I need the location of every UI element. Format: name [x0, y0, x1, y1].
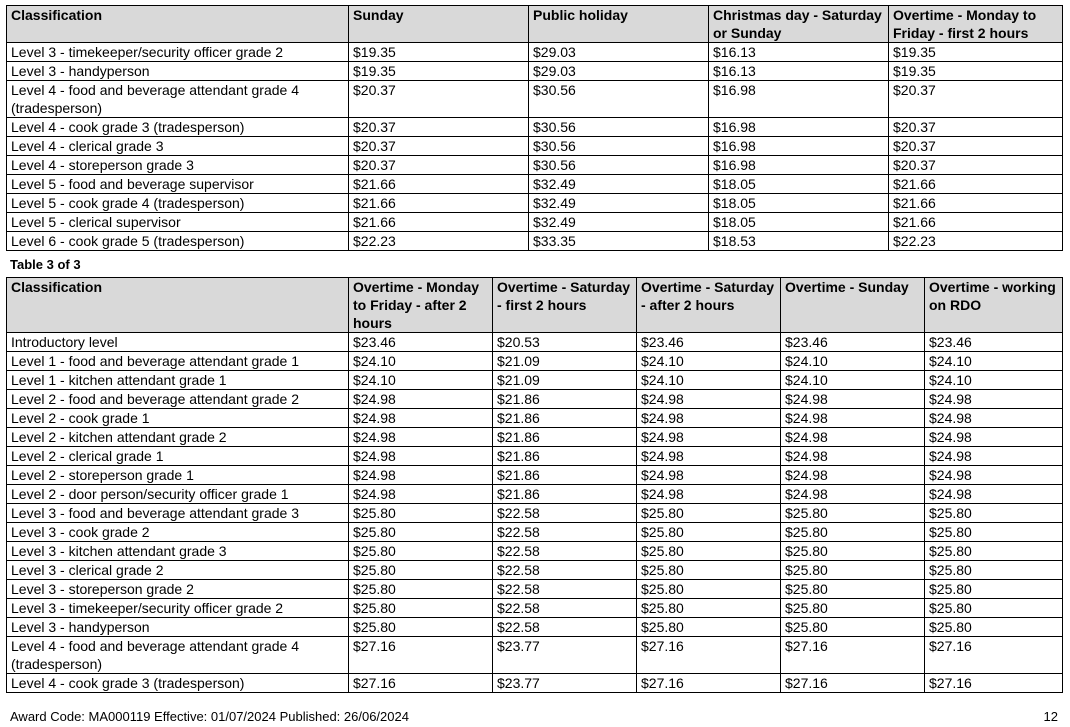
classification-cell: Level 2 - cook grade 1 [7, 409, 349, 428]
classification-cell: Level 6 - cook grade 5 (tradesperson) [7, 232, 349, 251]
rate-cell: $27.16 [637, 637, 781, 674]
classification-cell: Level 5 - cook grade 4 (tradesperson) [7, 194, 349, 213]
classification-cell: Level 3 - food and beverage attendant grade 3 [7, 504, 349, 523]
column-header: Overtime - Saturday - after 2 hours [637, 278, 781, 333]
rate-cell: $25.80 [781, 523, 925, 542]
classification-cell: Level 4 - cook grade 3 (tradesperson) [7, 118, 349, 137]
rate-cell: $21.09 [493, 352, 637, 371]
rate-cell: $19.35 [349, 43, 529, 62]
rate-cell: $30.56 [529, 118, 709, 137]
rate-cell: $27.16 [637, 674, 781, 693]
table-row [7, 504, 1063, 523]
table-row [7, 447, 1063, 466]
rate-cell: $30.56 [529, 156, 709, 175]
classification-cell: Level 4 - food and beverage attendant grade 4 (tradesperson) [7, 637, 349, 674]
rate-cell: $25.80 [781, 504, 925, 523]
rate-cell: $21.09 [493, 371, 637, 390]
table-row [7, 674, 1063, 693]
rate-cell: $21.66 [349, 213, 529, 232]
rate-cell: $16.98 [709, 156, 889, 175]
table-row [7, 466, 1063, 485]
rate-cell: $25.80 [349, 561, 493, 580]
rate-cell: $32.49 [529, 175, 709, 194]
rate-cell: $24.98 [637, 466, 781, 485]
rates-table-2 [6, 5, 1063, 251]
table-row [7, 561, 1063, 580]
rate-cell: $18.53 [709, 232, 889, 251]
rate-cell: $25.80 [637, 599, 781, 618]
rate-cell: $24.98 [781, 409, 925, 428]
rate-cell: $22.58 [493, 599, 637, 618]
rate-cell: $25.80 [349, 599, 493, 618]
rate-cell: $27.16 [781, 637, 925, 674]
rate-cell: $24.98 [781, 485, 925, 504]
rate-cell: $25.80 [925, 542, 1063, 561]
classification-cell: Level 4 - food and beverage attendant grade 4 (tradesperson) [7, 81, 349, 118]
rate-cell: $16.13 [709, 62, 889, 81]
rate-cell: $24.98 [637, 390, 781, 409]
table-row [7, 371, 1063, 390]
rate-cell: $25.80 [925, 580, 1063, 599]
rate-cell: $19.35 [889, 62, 1063, 81]
rate-cell: $24.10 [781, 352, 925, 371]
table-row [7, 118, 1063, 137]
rate-cell: $24.10 [925, 352, 1063, 371]
table-row [7, 43, 1063, 62]
rate-cell: $30.56 [529, 81, 709, 118]
table-row [7, 62, 1063, 81]
rate-cell: $27.16 [349, 674, 493, 693]
rate-cell: $21.86 [493, 409, 637, 428]
rate-cell: $24.98 [349, 390, 493, 409]
table-header-row [7, 6, 1063, 43]
table-row [7, 485, 1063, 504]
page-number: 12 [1043, 709, 1058, 724]
table-row [7, 175, 1063, 194]
rate-cell: $24.98 [925, 428, 1063, 447]
rate-cell: $20.37 [349, 137, 529, 156]
rate-cell: $25.80 [637, 561, 781, 580]
rate-cell: $24.10 [781, 371, 925, 390]
column-header: Overtime - Monday to Friday - first 2 hours [889, 6, 1063, 43]
rate-cell: $23.77 [493, 674, 637, 693]
rate-cell: $21.86 [493, 390, 637, 409]
rate-cell: $27.16 [925, 674, 1063, 693]
classification-cell: Level 1 - kitchen attendant grade 1 [7, 371, 349, 390]
table-row [7, 390, 1063, 409]
rate-cell: $27.16 [349, 637, 493, 674]
table-row [7, 81, 1063, 118]
table-row [7, 580, 1063, 599]
rate-cell: $24.98 [925, 447, 1063, 466]
rate-cell: $25.80 [925, 523, 1063, 542]
rate-cell: $16.13 [709, 43, 889, 62]
rate-cell: $20.37 [889, 81, 1063, 118]
rate-cell: $24.98 [349, 485, 493, 504]
rate-cell: $27.16 [925, 637, 1063, 674]
rate-cell: $24.98 [349, 447, 493, 466]
rate-cell: $22.58 [493, 561, 637, 580]
rate-cell: $24.10 [349, 352, 493, 371]
rate-cell: $24.98 [349, 409, 493, 428]
rate-cell: $24.98 [925, 409, 1063, 428]
rate-cell: $24.98 [925, 390, 1063, 409]
rate-cell: $19.35 [889, 43, 1063, 62]
table-row [7, 428, 1063, 447]
table-row [7, 523, 1063, 542]
rate-cell: $20.37 [889, 118, 1063, 137]
rate-cell: $33.35 [529, 232, 709, 251]
table-row [7, 156, 1063, 175]
table-header-row [7, 278, 1063, 333]
column-header: Overtime - Sunday [781, 278, 925, 333]
rate-cell: $25.80 [925, 561, 1063, 580]
classification-cell: Introductory level [7, 333, 349, 352]
rate-cell: $24.98 [637, 428, 781, 447]
classification-cell: Level 5 - food and beverage supervisor [7, 175, 349, 194]
classification-cell: Level 3 - timekeeper/security officer grade 2 [7, 43, 349, 62]
rate-cell: $25.80 [349, 618, 493, 637]
rate-cell: $20.37 [349, 156, 529, 175]
rate-cell: $22.58 [493, 542, 637, 561]
rate-cell: $24.10 [637, 371, 781, 390]
rate-cell: $24.98 [925, 466, 1063, 485]
rate-cell: $21.66 [889, 175, 1063, 194]
classification-cell: Level 3 - handyperson [7, 618, 349, 637]
rate-cell: $25.80 [781, 580, 925, 599]
classification-cell: Level 5 - clerical supervisor [7, 213, 349, 232]
rate-cell: $24.98 [781, 447, 925, 466]
column-header: Christmas day - Saturday or Sunday [709, 6, 889, 43]
table-row [7, 599, 1063, 618]
rate-cell: $22.58 [493, 523, 637, 542]
rate-cell: $24.98 [781, 466, 925, 485]
rate-cell: $24.10 [637, 352, 781, 371]
rate-cell: $24.98 [349, 466, 493, 485]
rate-cell: $22.23 [349, 232, 529, 251]
rate-cell: $18.05 [709, 213, 889, 232]
classification-cell: Level 2 - food and beverage attendant grade 2 [7, 390, 349, 409]
rate-cell: $23.46 [637, 333, 781, 352]
table-row [7, 232, 1063, 251]
rate-cell: $25.80 [637, 618, 781, 637]
rate-cell: $20.37 [889, 156, 1063, 175]
rate-cell: $24.98 [637, 447, 781, 466]
table-row [7, 409, 1063, 428]
rate-cell: $30.56 [529, 137, 709, 156]
rate-cell: $16.98 [709, 137, 889, 156]
rate-cell: $20.37 [349, 118, 529, 137]
rate-cell: $23.77 [493, 637, 637, 674]
column-header: Public holiday [529, 6, 709, 43]
table-row [7, 352, 1063, 371]
rate-cell: $25.80 [781, 561, 925, 580]
classification-cell: Level 3 - timekeeper/security officer grade 2 [7, 599, 349, 618]
classification-cell: Level 3 - handyperson [7, 62, 349, 81]
rates-table-3 [6, 277, 1063, 693]
rate-cell: $25.80 [637, 542, 781, 561]
classification-cell: Level 2 - clerical grade 1 [7, 447, 349, 466]
classification-cell: Level 3 - storeperson grade 2 [7, 580, 349, 599]
rate-cell: $24.98 [781, 390, 925, 409]
column-header: Sunday [349, 6, 529, 43]
rate-cell: $25.80 [637, 504, 781, 523]
classification-cell: Level 2 - door person/security officer grade 1 [7, 485, 349, 504]
table-row [7, 542, 1063, 561]
rate-cell: $23.46 [349, 333, 493, 352]
rate-cell: $21.66 [889, 194, 1063, 213]
table-row [7, 618, 1063, 637]
rate-cell: $24.10 [349, 371, 493, 390]
rate-cell: $21.86 [493, 428, 637, 447]
rate-cell: $21.86 [493, 466, 637, 485]
rate-cell: $21.66 [349, 194, 529, 213]
rate-cell: $25.80 [925, 504, 1063, 523]
award-code-footer: Award Code: MA000119 Effective: 01/07/2024 Published: 26/06/2024 [10, 709, 409, 724]
rate-cell: $21.66 [349, 175, 529, 194]
rate-cell: $21.86 [493, 447, 637, 466]
rate-cell: $27.16 [781, 674, 925, 693]
table-row [7, 333, 1063, 352]
rate-cell: $19.35 [349, 62, 529, 81]
rate-cell: $25.80 [349, 580, 493, 599]
rate-cell: $29.03 [529, 62, 709, 81]
column-header: Overtime - Saturday - first 2 hours [493, 278, 637, 333]
rate-cell: $22.58 [493, 580, 637, 599]
rate-cell: $24.98 [925, 485, 1063, 504]
column-header: Classification [7, 6, 349, 43]
column-header: Overtime - working on RDO [925, 278, 1063, 333]
classification-cell: Level 4 - storeperson grade 3 [7, 156, 349, 175]
rate-cell: $32.49 [529, 194, 709, 213]
rate-cell: $25.80 [349, 542, 493, 561]
rate-cell: $25.80 [349, 504, 493, 523]
classification-cell: Level 2 - kitchen attendant grade 2 [7, 428, 349, 447]
rate-cell: $21.86 [493, 485, 637, 504]
classification-cell: Level 3 - cook grade 2 [7, 523, 349, 542]
rate-cell: $24.98 [637, 409, 781, 428]
classification-cell: Level 4 - cook grade 3 (tradesperson) [7, 674, 349, 693]
rate-cell: $20.37 [889, 137, 1063, 156]
table-row [7, 213, 1063, 232]
rate-cell: $16.98 [709, 81, 889, 118]
rate-cell: $22.58 [493, 618, 637, 637]
rate-cell: $16.98 [709, 118, 889, 137]
classification-cell: Level 2 - storeperson grade 1 [7, 466, 349, 485]
rate-cell: $25.80 [781, 618, 925, 637]
rate-cell: $25.80 [349, 523, 493, 542]
table-row [7, 137, 1063, 156]
rate-cell: $20.53 [493, 333, 637, 352]
table-caption: Table 3 of 3 [10, 257, 81, 272]
column-header: Overtime - Monday to Friday - after 2 hours [349, 278, 493, 333]
rate-cell: $23.46 [781, 333, 925, 352]
rate-cell: $24.98 [781, 428, 925, 447]
classification-cell: Level 3 - clerical grade 2 [7, 561, 349, 580]
rate-cell: $32.49 [529, 213, 709, 232]
rate-cell: $18.05 [709, 194, 889, 213]
column-header: Classification [7, 278, 349, 333]
table-row [7, 194, 1063, 213]
rate-cell: $22.58 [493, 504, 637, 523]
rate-cell: $24.98 [637, 485, 781, 504]
rate-cell: $24.10 [925, 371, 1063, 390]
rate-cell: $25.80 [925, 599, 1063, 618]
rate-cell: $21.66 [889, 213, 1063, 232]
rate-cell: $20.37 [349, 81, 529, 118]
rate-cell: $25.80 [925, 618, 1063, 637]
rate-cell: $25.80 [781, 542, 925, 561]
classification-cell: Level 1 - food and beverage attendant grade 1 [7, 352, 349, 371]
rate-cell: $25.80 [637, 580, 781, 599]
rate-cell: $29.03 [529, 43, 709, 62]
rate-cell: $22.23 [889, 232, 1063, 251]
rate-cell: $23.46 [925, 333, 1063, 352]
rate-cell: $25.80 [637, 523, 781, 542]
rate-cell: $18.05 [709, 175, 889, 194]
classification-cell: Level 3 - kitchen attendant grade 3 [7, 542, 349, 561]
rate-cell: $25.80 [781, 599, 925, 618]
table-row [7, 637, 1063, 674]
rate-cell: $24.98 [349, 428, 493, 447]
classification-cell: Level 4 - clerical grade 3 [7, 137, 349, 156]
